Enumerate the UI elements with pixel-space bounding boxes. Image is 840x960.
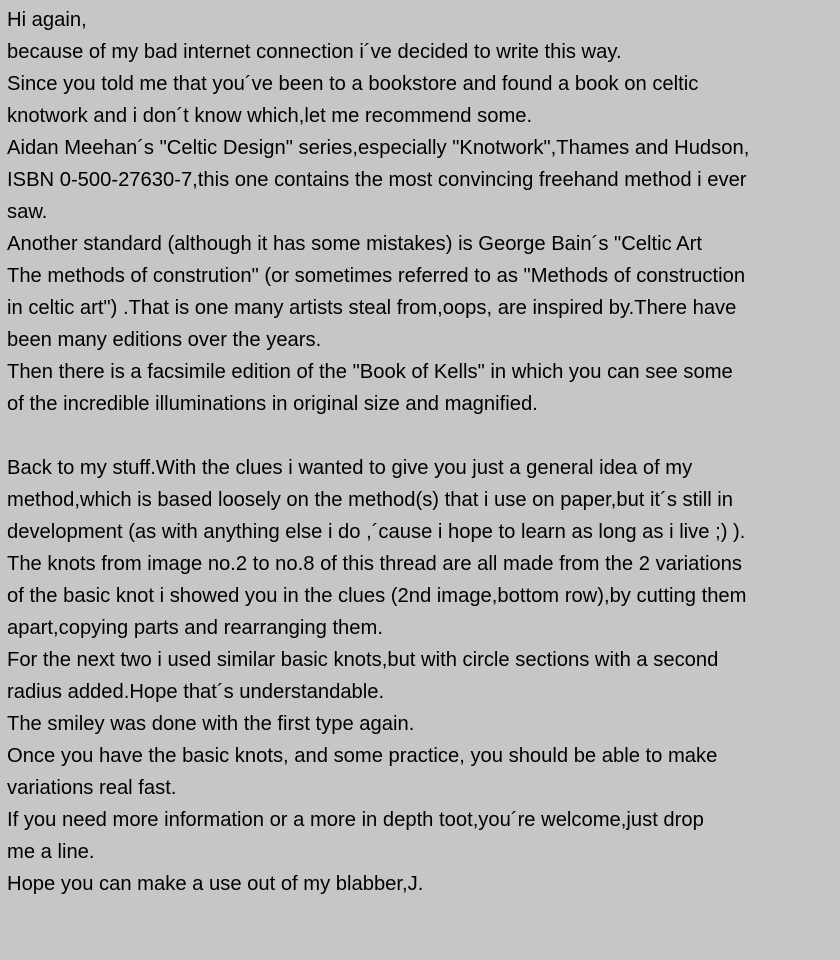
text-line: radius added.Hope that´s understandable.: [7, 681, 385, 703]
text-line: development (as with anything else i do ,´cause i hope to learn as long as i live ;) ).: [7, 521, 746, 543]
text-line: method,which is based loosely on the method(s) that i use on paper,but it´s still in: [7, 489, 734, 511]
message-body: [7, 4, 837, 900]
text-line: of the basic knot i showed you in the clues (2nd image,bottom row),by cutting them: [7, 585, 747, 607]
text-line: been many editions over the years.: [7, 329, 322, 351]
text-line: The knots from image no.2 to no.8 of this thread are all made from the 2 variations: [7, 553, 742, 575]
text-line: The smiley was done with the first type again.: [7, 713, 415, 735]
signature-line: Hope you can make a use out of my blabber,J.: [7, 873, 424, 895]
text-line: Once you have the basic knots, and some practice, you should be able to make: [7, 745, 718, 767]
text-line: For the next two i used similar basic knots,but with circle sections with a second: [7, 649, 719, 671]
text-line: in celtic art") .That is one many artists steal from,oops, are inspired by.There have: [7, 297, 737, 319]
text-line: saw.: [7, 201, 48, 223]
text-line: apart,copying parts and rearranging them.: [7, 617, 383, 639]
blank-line: [7, 420, 837, 452]
text-line: because of my bad internet connection i´ve decided to write this way.: [7, 41, 622, 63]
text-line: Another standard (although it has some mistakes) is George Bain´s "Celtic Art: [7, 233, 702, 255]
text-line: knotwork and i don´t know which,let me recommend some.: [7, 105, 533, 127]
text-line: If you need more information or a more in depth toot,you´re welcome,just drop: [7, 809, 704, 831]
text-line: Then there is a facsimile edition of the "Book of Kells" in which you can see some: [7, 361, 733, 383]
text-line: Since you told me that you´ve been to a bookstore and found a book on celtic: [7, 73, 699, 95]
text-line: variations real fast.: [7, 777, 177, 799]
text-line: of the incredible illuminations in original size and magnified.: [7, 393, 538, 415]
text-line: Back to my stuff.With the clues i wanted to give you just a general idea of my: [7, 457, 693, 479]
text-line: The methods of constrution" (or sometimes referred to as "Methods of construction: [7, 265, 746, 287]
text-line: Aidan Meehan´s "Celtic Design" series,especially "Knotwork",Thames and Hudson,: [7, 137, 750, 159]
text-line: me a line.: [7, 841, 95, 863]
text-line: ISBN 0-500-27630-7,this one contains the most convincing freehand method i ever: [7, 169, 747, 191]
greeting-line: Hi again,: [7, 9, 87, 31]
